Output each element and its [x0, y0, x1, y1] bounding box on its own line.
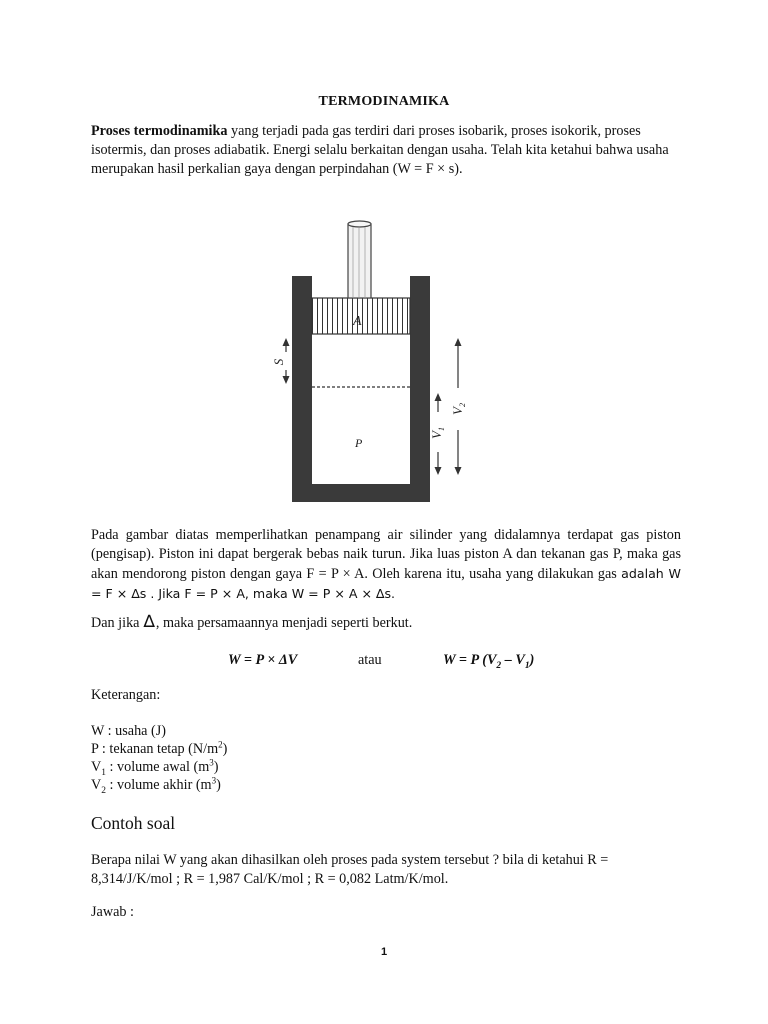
piston-rod	[348, 224, 371, 298]
v1-label: $V_1$	[429, 427, 446, 439]
formula-work-delta-v: W = P × ΔV	[228, 652, 298, 668]
explanation-paragraph	[91, 526, 681, 604]
legend-item-p: P : tekanan tetap $(N/m^2)$	[91, 739, 228, 757]
legend-item-v2: $V_2$ : volume akhir $(m^3)$	[91, 775, 221, 796]
page-number: 1	[380, 946, 388, 958]
example-heading: Contoh soal	[91, 813, 176, 833]
intro-text: yang terjadi pada gas terdiri dari proses isobarik, proses isokorik, proses isotermis, dan proses adiabatik. Energi selalu berkaitan dengan usaha. Telah kita ketahui bahwa usaha merupakan hasil perkalian gaya dengan perpindahan (W = F × s).	[91, 123, 669, 177]
legend-item-v1: $V_1$ : volume awal $(m^3)$	[91, 757, 219, 778]
delta-symbol: ∆	[143, 612, 155, 632]
formula-or: atau	[358, 652, 382, 668]
intro-bold-term: Proses termodinamika	[91, 123, 228, 139]
document-title: TERMODINAMIKA	[318, 94, 450, 109]
keterangan-label: Keterangan:	[91, 687, 161, 703]
formula-work-v2-v1: W = P $(V_2 - V_1)$	[443, 652, 535, 671]
explanation-sans-text: adalah W = F × ∆s . Jika F = P × A, maka W = P × A × ∆s.	[91, 566, 681, 601]
example-question: Berapa nilai W yang akan dihasilkan oleh proses pada system tersebut ? bila di ketahui R = 8,314/J/K/mol ; R = 1,987 Cal/K/mol ; R = 0,082 Latm/K/mol.	[91, 852, 609, 887]
delta-suffix: , maka persamaannya menjadi seperti berkut.	[155, 615, 413, 631]
explanation-text: Pada gambar diatas memperlihatkan penampang air silinder yang didalamnya terdapat gas piston (pengisap). Piston ini dapat bergerak bebas naik turun. Jika luas piston A dan tekanan gas P, maka gas akan mendorong piston dengan gaya F = P × A. Oleh karena itu, usaha yang dilakukan gas	[91, 527, 681, 582]
answer-label: Jawab :	[91, 904, 134, 920]
delta-prefix: Dan jika	[91, 615, 140, 631]
v2-label: $V_2$	[450, 403, 467, 415]
delta-line	[91, 613, 412, 633]
displacement-label: S	[271, 358, 286, 366]
piston-rod-top	[348, 221, 371, 227]
piston-label: A	[353, 314, 362, 329]
gas-label: P	[355, 436, 363, 450]
legend-item-w: W : usaha (J)	[91, 723, 166, 739]
variable-legend	[91, 722, 227, 794]
